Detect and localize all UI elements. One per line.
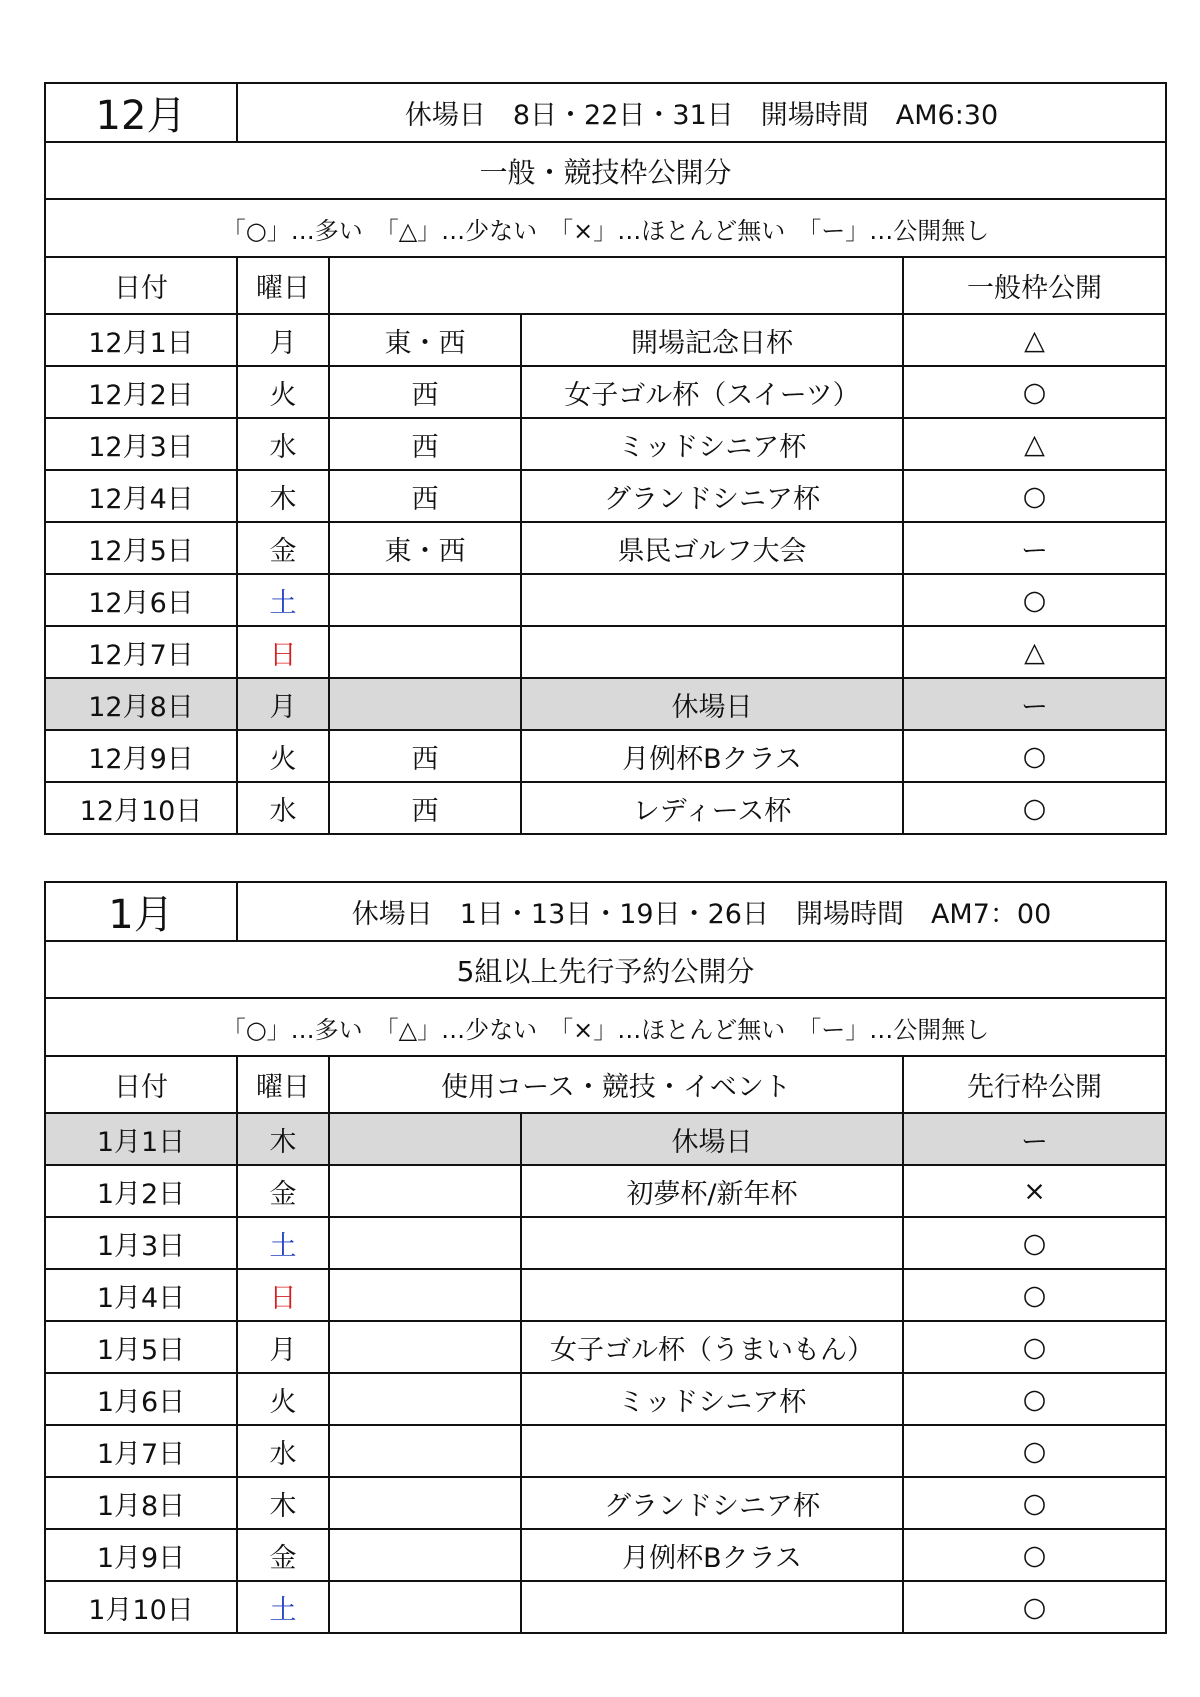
date-cell: 12月7日	[45, 626, 237, 678]
month-label: 12月	[45, 83, 237, 142]
weekday-cell: 金	[237, 522, 329, 574]
weekday-cell: 水	[237, 782, 329, 834]
date-cell: 12月5日	[45, 522, 237, 574]
course-cell	[329, 1581, 521, 1633]
table-row	[45, 782, 1166, 834]
header-course-event: 使用コース・競技・イベント	[329, 1056, 903, 1113]
weekday-cell: 日	[237, 626, 329, 678]
event-cell: 女子ゴル杯（うまいもん）	[521, 1321, 903, 1373]
weekday-cell: 木	[237, 1113, 329, 1165]
date-cell: 1月2日	[45, 1165, 237, 1217]
table-title: 一般・競技枠公開分	[45, 142, 1166, 199]
date-cell: 12月6日	[45, 574, 237, 626]
course-cell: 東・西	[329, 314, 521, 366]
course-cell: 東・西	[329, 522, 521, 574]
weekday-cell: 金	[237, 1165, 329, 1217]
table-row	[45, 1321, 1166, 1373]
status-cell: ○	[903, 1217, 1166, 1269]
table-row	[45, 1581, 1166, 1633]
date-cell: 12月8日	[45, 678, 237, 730]
status-cell: △	[903, 626, 1166, 678]
status-legend: 「○」…多い 「△」…少ない 「×」…ほとんど無い 「ー」…公開無し	[45, 998, 1166, 1056]
course-cell: 西	[329, 470, 521, 522]
status-cell: ×	[903, 1165, 1166, 1217]
status-cell: ○	[903, 1425, 1166, 1477]
date-cell: 1月8日	[45, 1477, 237, 1529]
event-cell	[521, 626, 903, 678]
january-schedule-table	[44, 881, 1167, 1634]
table-row	[45, 678, 1166, 730]
status-cell: ○	[903, 1529, 1166, 1581]
date-cell: 12月2日	[45, 366, 237, 418]
event-cell: 月例杯Bクラス	[521, 730, 903, 782]
course-cell	[329, 1165, 521, 1217]
event-cell	[521, 1425, 903, 1477]
weekday-cell: 日	[237, 1269, 329, 1321]
table-row	[45, 314, 1166, 366]
course-cell	[329, 1217, 521, 1269]
event-cell: 休場日	[521, 678, 903, 730]
status-cell: △	[903, 314, 1166, 366]
course-cell	[329, 1477, 521, 1529]
header-course-event	[329, 257, 903, 314]
status-cell: ○	[903, 1477, 1166, 1529]
header-date: 日付	[45, 257, 237, 314]
status-cell: ー	[903, 678, 1166, 730]
status-cell: ○	[903, 1373, 1166, 1425]
date-cell: 1月10日	[45, 1581, 237, 1633]
weekday-cell: 月	[237, 1321, 329, 1373]
course-cell	[329, 1529, 521, 1581]
weekday-cell: 月	[237, 314, 329, 366]
status-cell: ○	[903, 470, 1166, 522]
weekday-cell: 金	[237, 1529, 329, 1581]
weekday-cell: 火	[237, 730, 329, 782]
table-title: 5組以上先行予約公開分	[45, 941, 1166, 998]
status-legend: 「○」…多い 「△」…少ない 「×」…ほとんど無い 「ー」…公開無し	[45, 199, 1166, 257]
weekday-cell: 月	[237, 678, 329, 730]
header-date: 日付	[45, 1056, 237, 1113]
header-open: 一般枠公開	[903, 257, 1166, 314]
status-cell: ○	[903, 1269, 1166, 1321]
course-cell: 西	[329, 418, 521, 470]
course-cell	[329, 1269, 521, 1321]
table-row	[45, 1477, 1166, 1529]
date-cell: 1月3日	[45, 1217, 237, 1269]
table-row	[45, 1425, 1166, 1477]
status-cell: △	[903, 418, 1166, 470]
table-row	[45, 730, 1166, 782]
course-cell	[329, 1425, 521, 1477]
table-row	[45, 626, 1166, 678]
status-cell: ○	[903, 1581, 1166, 1633]
date-cell: 1月9日	[45, 1529, 237, 1581]
event-cell: グランドシニア杯	[521, 1477, 903, 1529]
table-row	[45, 366, 1166, 418]
event-cell: 開場記念日杯	[521, 314, 903, 366]
course-cell	[329, 626, 521, 678]
table-row	[45, 1269, 1166, 1321]
status-cell: ○	[903, 366, 1166, 418]
weekday-cell: 土	[237, 1581, 329, 1633]
event-cell: 休場日	[521, 1113, 903, 1165]
weekday-cell: 火	[237, 1373, 329, 1425]
event-cell: 県民ゴルフ大会	[521, 522, 903, 574]
event-cell	[521, 1217, 903, 1269]
table-row	[45, 470, 1166, 522]
closed-days-info: 休場日 1日・13日・19日・26日 開場時間 AM7：00	[237, 882, 1166, 941]
weekday-cell: 水	[237, 1425, 329, 1477]
course-cell	[329, 1321, 521, 1373]
table-row	[45, 574, 1166, 626]
weekday-cell: 火	[237, 366, 329, 418]
weekday-cell: 木	[237, 1477, 329, 1529]
date-cell: 12月3日	[45, 418, 237, 470]
date-cell: 12月4日	[45, 470, 237, 522]
table-row	[45, 1373, 1166, 1425]
month-label: 1月	[45, 882, 237, 941]
december-schedule-table	[44, 82, 1167, 835]
date-cell: 1月4日	[45, 1269, 237, 1321]
weekday-cell: 水	[237, 418, 329, 470]
table-row	[45, 522, 1166, 574]
table-row	[45, 418, 1166, 470]
event-cell	[521, 1269, 903, 1321]
event-cell: 月例杯Bクラス	[521, 1529, 903, 1581]
course-cell: 西	[329, 782, 521, 834]
event-cell: グランドシニア杯	[521, 470, 903, 522]
event-cell	[521, 574, 903, 626]
table-row	[45, 1217, 1166, 1269]
header-weekday: 曜日	[237, 257, 329, 314]
event-cell: 初夢杯/新年杯	[521, 1165, 903, 1217]
course-cell	[329, 678, 521, 730]
status-cell: ○	[903, 574, 1166, 626]
header-open: 先行枠公開	[903, 1056, 1166, 1113]
event-cell: レディース杯	[521, 782, 903, 834]
course-cell	[329, 574, 521, 626]
weekday-cell: 土	[237, 574, 329, 626]
event-cell	[521, 1581, 903, 1633]
date-cell: 1月7日	[45, 1425, 237, 1477]
date-cell: 12月1日	[45, 314, 237, 366]
course-cell	[329, 1373, 521, 1425]
status-cell: ー	[903, 522, 1166, 574]
table-row	[45, 1165, 1166, 1217]
table-row	[45, 1113, 1166, 1165]
date-cell: 1月6日	[45, 1373, 237, 1425]
event-cell: ミッドシニア杯	[521, 1373, 903, 1425]
event-cell: 女子ゴル杯（スイーツ）	[521, 366, 903, 418]
weekday-cell: 土	[237, 1217, 329, 1269]
header-weekday: 曜日	[237, 1056, 329, 1113]
course-cell: 西	[329, 366, 521, 418]
table-row	[45, 1529, 1166, 1581]
status-cell: ○	[903, 782, 1166, 834]
date-cell: 12月9日	[45, 730, 237, 782]
date-cell: 12月10日	[45, 782, 237, 834]
weekday-cell: 木	[237, 470, 329, 522]
date-cell: 1月5日	[45, 1321, 237, 1373]
course-cell: 西	[329, 730, 521, 782]
status-cell: ○	[903, 730, 1166, 782]
status-cell: ○	[903, 1321, 1166, 1373]
date-cell: 1月1日	[45, 1113, 237, 1165]
status-cell: ー	[903, 1113, 1166, 1165]
closed-days-info: 休場日 8日・22日・31日 開場時間 AM6:30	[237, 83, 1166, 142]
course-cell	[329, 1113, 521, 1165]
event-cell: ミッドシニア杯	[521, 418, 903, 470]
